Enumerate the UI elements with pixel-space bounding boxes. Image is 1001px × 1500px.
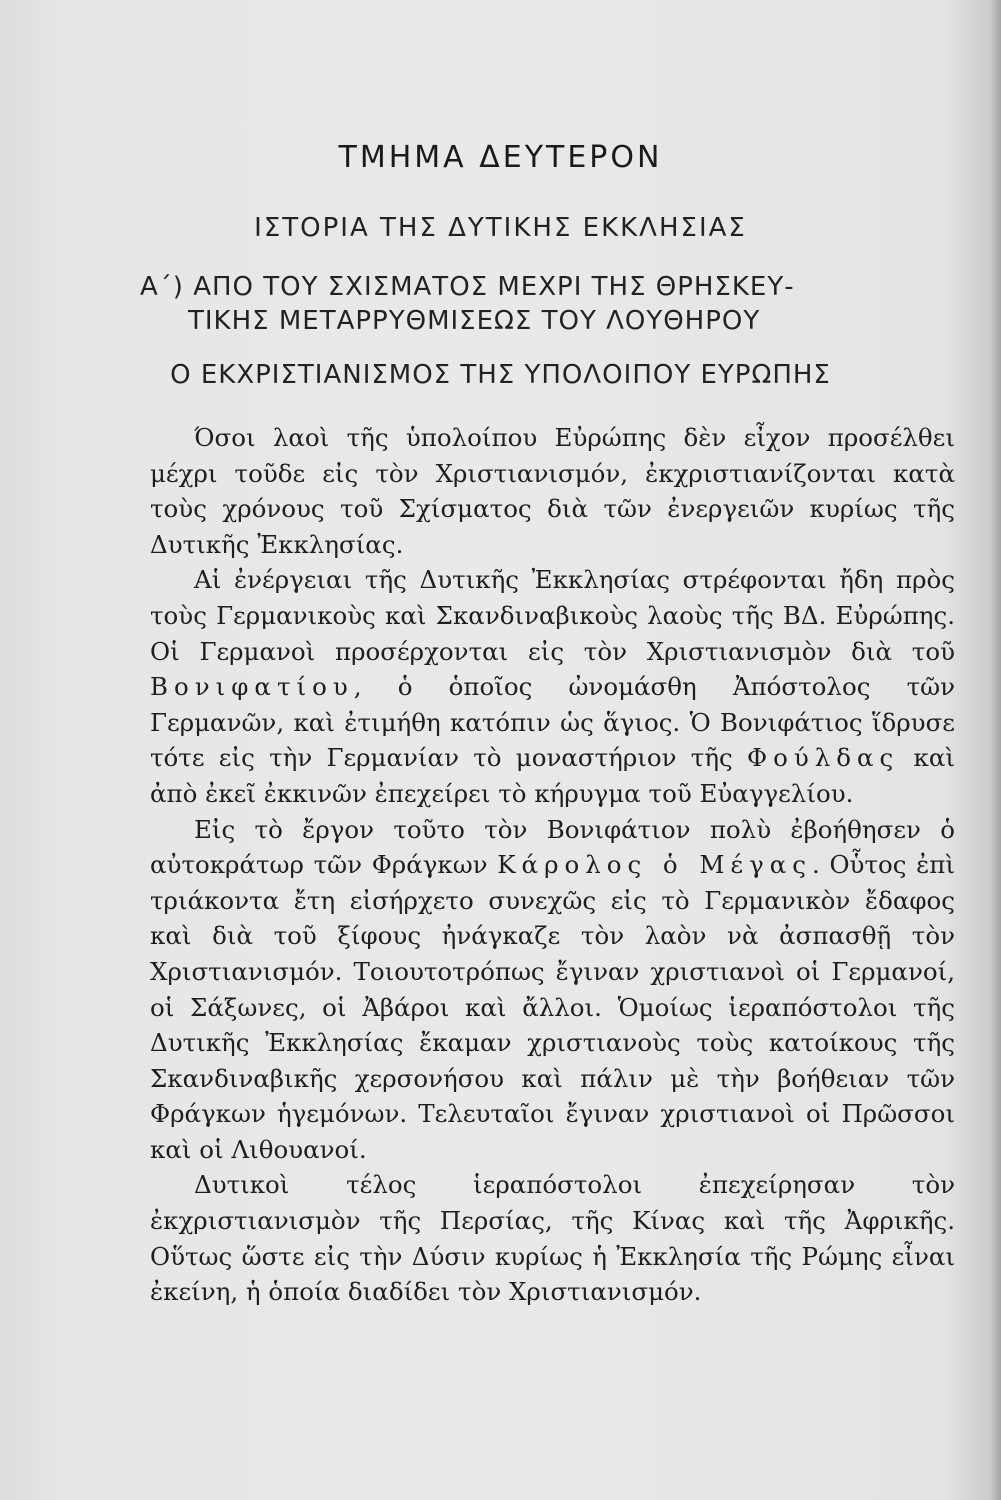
period-title-line1: Α΄) ΑΠΟ ΤΟΥ ΣΧΙΣΜΑΤΟΣ ΜΕΧΡΙ ΤΗΣ ΘΡΗΣΚΕΥ- — [140, 272, 795, 302]
paragraph-1: Όσοι λαοὶ τῆς ὑπολοίπου Εὐρώπης δὲν εἶχον προσέλθει μέχρι τοῦδε εἰς τὸν Χριστιανισμόν, ἐκχριστιανίζονται κατὰ τοὺς χρόνους τοῦ Σχίσματος διὰ τῶν ἐνεργειῶν κυρίως τῆς Δυτικῆς Ἐκκλησίας. — [150, 423, 955, 559]
paragraph-3 — [150, 812, 955, 1168]
period-title-line2: ΤΙΚΗΣ ΜΕΤΑΡΡΥΘΜΙΣΕΩΣ ΤΟΥ ΛΟΥΘΗΡΟΥ — [188, 306, 761, 336]
paragraph-3-part-b: . Οὗτος ἐπὶ τριάκοντα ἔτη εἰσήρχετο συνεχῶς εἰς τὸ Γερμανικὸν ἔδαφος καὶ διὰ τοῦ ξίφους ἠνάγκαζε τὸν λαὸν νὰ ἀσπασθῇ τὸν Χριστιανισμόν. Τοιουτοτρόπως ἔγιναν χριστιανοὶ οἱ Γερμανοί, οἱ Σάξωνες, οἱ Ἀβάροι καὶ ἄλλοι. Ὁμοίως ἱεραπόστολοι τῆς Δυτικῆς Ἐκκλησίας ἔκαμαν χριστιανοὺς τοὺς κατοίκους τῆς Σκανδιναβικῆς χερσονήσου καὶ πάλιν μὲ τὴν βοήθειαν τῶν Φράγκων ἡγεμόνων. Τελευταῖοι ἔγιναν χριστιανοὶ οἱ Πρῶσσοι καὶ οἱ Λιθουανοί. — [150, 850, 955, 1164]
history-title: ΙΣΤΟΡΙΑ ΤΗΣ ΔΥΤΙΚΗΣ ΕΚΚΛΗΣΙΑΣ — [254, 213, 747, 243]
paragraph-3-part-a: Εἰς τὸ ἔργον τοῦτο τὸν Βονιφάτιον πολὺ ἐβοήθησεν ὁ αὐτοκράτωρ τῶν Φράγκων — [150, 814, 955, 880]
chapter-title: Ο ΕΚΧΡΙΣΤΙΑΝΙΣΜΟΣ ΤΗΣ ΥΠΟΛΟΙΠΟΥ ΕΥΡΩΠΗΣ — [170, 360, 831, 390]
paragraph-2 — [150, 562, 955, 811]
name-boniface: Βονιφατίου — [150, 672, 354, 702]
section-title: ΤΜΗΜΑ ΔΕΥΤΕΡΟΝ — [338, 140, 663, 175]
period-title — [140, 270, 960, 338]
name-fulda: Φούλδας — [746, 743, 900, 773]
paragraph-2-part-c: καὶ ἀπὸ ἐκεῖ ἐκκινῶν ἐπεχείρει τὸ κήρυγμα τοῦ Εὐαγγελίου. — [150, 743, 955, 808]
paragraph-4: Δυτικοὶ τέλος ἱεραπόστολοι ἐπεχείρησαν τὸν ἐκχριστιανισμὸν τῆς Περσίας, τῆς Κίνας καὶ τῆς Ἀφρικῆς. Οὕτως ὥστε εἰς τὴν Δύσιν κυρίως ἡ Ἐκκλησία τῆς Ρώμης εἶναι ἐκείνη, ἡ ὁποία διαδίδει τὸν Χριστιανισμόν. — [150, 1170, 955, 1307]
name-charlemagne: Κάρολος ὁ Μέγας — [497, 850, 813, 880]
paragraph-2-part-b: , ὁ ὁποῖος ὠνομάσθη Ἀπόστολος τῶν Γερμανῶν, καὶ ἐτιμήθη κατόπιν ὡς ἅγιος. Ὁ Βονιφάτιος ἵδρυσε τότε εἰς τὴν Γερμανίαν τὸ μοναστήριον τῆς — [150, 672, 955, 773]
body-text — [150, 420, 955, 1310]
paragraph-2-part-a: Αἱ ἐνέργειαι τῆς Δυτικῆς Ἐκκλησίας στρέφονται ἤδη πρὸς τοὺς Γερμανικοὺς καὶ Σκανδιναβικοὺς λαοὺς τῆς ΒΔ. Εὐρώπης. Οἱ Γερμανοὶ προσέρχονται εἰς τὸν Χριστιανισμὸν διὰ τοῦ — [150, 565, 955, 666]
